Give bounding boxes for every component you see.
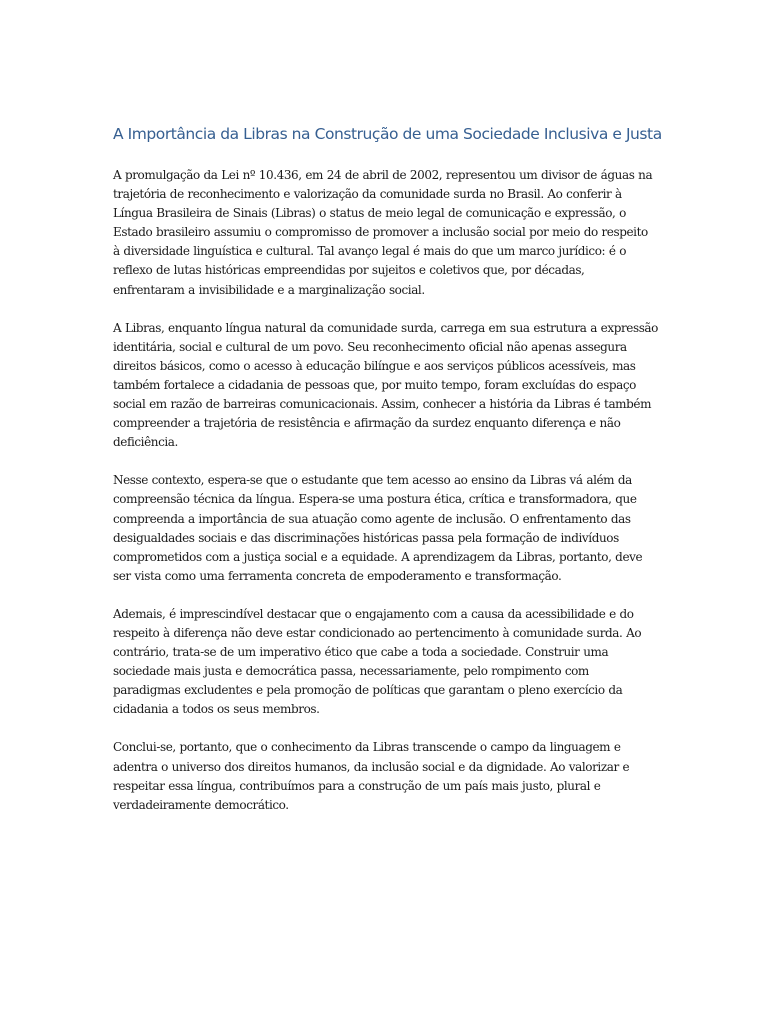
paragraph-1: A promulgação da Lei nº 10.436, em 24 de abril de 2002, representou um divisor de águas na trajetória de reconhecimento e valorização da comunidade surda no Brasil. Ao conferir à Língua Brasileira de Sinais (Libras) o status de meio legal de comunicação e expressão, o Estado brasileiro assumiu o compromisso de promover a inclusão social por meio do respeito à diversidade linguística e cultural. Tal avanço legal é mais do que um marco jurídico: é o reflexo de lutas históricas empreendidas por sujeitos e coletivos que, por décadas, enfrentaram a invisibilidade e a marginalização social.	[113, 168, 653, 297]
paragraph-3: Nesse contexto, espera-se que o estudante que tem acesso ao ensino da Libras vá além da compreensão técnica da língua. Espera-se uma postura ética, crítica e transformadora, que compreenda a importância de sua atuação como agente de inclusão. O enfrentamento das desigualdades sociais e das discriminações históricas passa pela formação de indivíduos comprometidos com a justiça social e a equidade. A aprendizagem da Libras, portanto, deve ser vista como uma ferramenta concreta de empoderamento e transformação.	[113, 473, 643, 583]
document-title: A Importância da Libras na Construção de uma Sociedade Inclusiva e Justa	[113, 125, 662, 143]
paragraph-5: Conclui-se, portanto, que o conhecimento da Libras transcende o campo da linguagem e adentra o universo dos direitos humanos, da inclusão social e da dignidade. Ao valorizar e respeitar essa língua, contribuímos para a construção de um país mais justo, plural e verdadeiramente democrático.	[113, 740, 630, 812]
paragraph-2: A Libras, enquanto língua natural da comunidade surda, carrega em sua estrutura a expressão identitária, social e cultural de um povo. Seu reconhecimento oficial não apenas assegura direitos básicos, como o acesso à educação bilíngue e aos serviços públicos acessíveis, mas também fortalece a cidadania de pessoas que, por muito tempo, foram excluídas do espaço social em razão de barreiras comunicacionais. Assim, conhecer a história da Libras é também compreender a trajetória de resistência e afirmação da surdez enquanto diferença e não deficiência.	[113, 320, 658, 450]
document-body	[113, 166, 658, 834]
paragraph-4: Ademais, é imprescindível destacar que o engajamento com a causa da acessibilidade e do respeito à diferença não deve estar condicionado ao pertencimento à comunidade surda. Ao contrário, trata-se de um imperativo ético que cabe a toda a sociedade. Construir uma sociedade mais justa e democrática passa, necessariamente, pelo rompimento com paradigmas excludentes e pela promoção de políticas que garantam o pleno exercício da cidadania a todos os seus membros.	[113, 606, 642, 717]
